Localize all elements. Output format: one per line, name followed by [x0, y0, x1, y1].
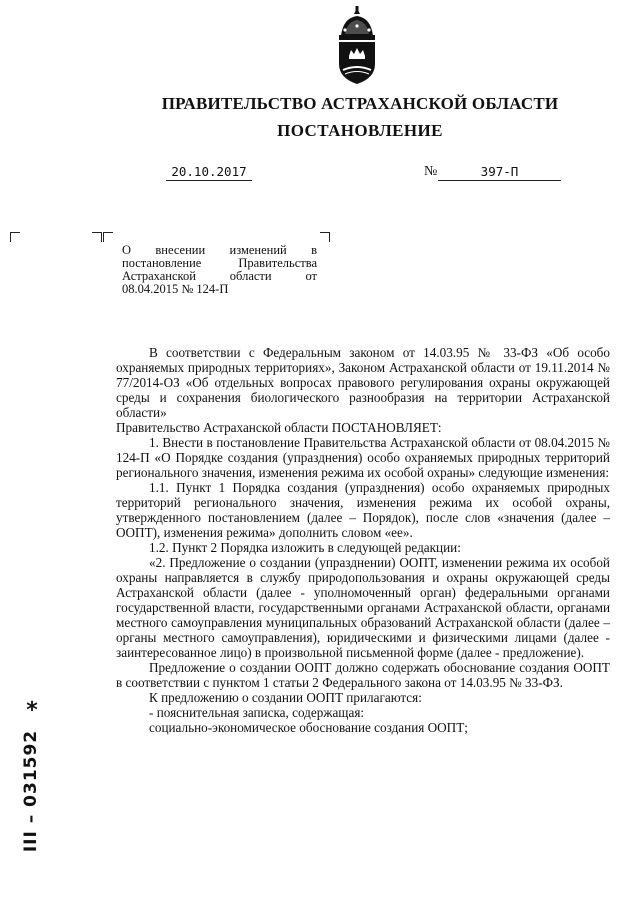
socio-paragraph: социально-экономическое обоснование создания ООПТ; [149, 720, 468, 735]
document-number: 397-П [438, 164, 561, 181]
preamble-paragraph: В соответствии с Федеральным законом от 14.03.95 № 33-ФЗ «Об особо охраняемых природных территориях», Законом Астраханской области от 19.11.2014 № 77/2014-ОЗ «Об отдельных вопросах правового регулирования охраны окружающей среды и сохранения биологического разнообразия на территории Астраханской области» [116, 345, 610, 420]
item-1-paragraph: 1. Внести в постановление Правительства Астраханской области от 08.04.2015 № 124-П «О Порядке создания (упразднения) особо охраняемых природных территорий регионального значения, изменения режима их особой охраны» следующие изменения: [116, 435, 610, 480]
decree-paragraph: Правительство Астраханской области ПОСТАНОВЛЯЕТ: [116, 420, 442, 435]
document-type: ПОСТАНОВЛЕНИЕ [277, 121, 443, 140]
coat-of-arms-icon [327, 6, 387, 86]
attached-paragraph: К предложению о создании ООПТ прилагаются: [149, 690, 422, 705]
note-paragraph: - пояснительная записка, содержащая: [149, 705, 365, 720]
subject-line: Астраханской области от [122, 269, 317, 283]
corner-mark [10, 232, 20, 242]
quote-paragraph: «2. Предложение о создании (упразднении) ООПТ, изменении режима их особой охраны направляется в службу природопользования и охраны окружающей среды Астраханской области (далее - уполномоченный орган) федеральными органами государственной власти, государственными органами Астраханской области, органами местного самоуправления муниципальных образований Астраханской области (далее – органы местного самоуправления), юридическими и физическими лицами (далее - заинтересованное лицо) в произвольной письменной форме (далее - предложение). [116, 555, 610, 660]
item-1-1-paragraph: 1.1. Пункт 1 Порядка создания (упразднения) особо охраняемых природных территорий регионального значения, изменения режима их особой охраны, утвержденного постановлением (далее – Порядок), после слов «значения (далее – ООПТ), изменения режима» дополнить словом «ее». [116, 480, 610, 540]
serial-stamp [20, 698, 44, 888]
corner-mark [320, 232, 330, 242]
document-subject [122, 244, 317, 296]
subject-line: 08.04.2015 № 124-П [122, 282, 229, 296]
star-mark: * [26, 698, 38, 723]
number-sign: № [424, 164, 438, 179]
corner-mark [92, 232, 102, 242]
document-date: 20.10.2017 [166, 164, 252, 181]
corner-mark [103, 232, 113, 242]
document-body [116, 345, 610, 735]
subject-line: О внесении изменений в [122, 243, 317, 257]
item-1-2-paragraph: 1.2. Пункт 2 Порядка изложить в следующей редакции: [149, 540, 461, 555]
serial-number: III – 031592 [21, 729, 41, 853]
government-title: ПРАВИТЕЛЬСТВО АСТРАХАНСКОЙ ОБЛАСТИ [161, 94, 559, 113]
subject-line: постановление Правительства [122, 256, 317, 270]
justification-paragraph: Предложение о создании ООПТ должно содержать обоснование создания ООПТ в соответствии с пунктом 1 статьи 2 Федерального закона от 14.03.95 № 33-ФЗ. [116, 660, 610, 690]
